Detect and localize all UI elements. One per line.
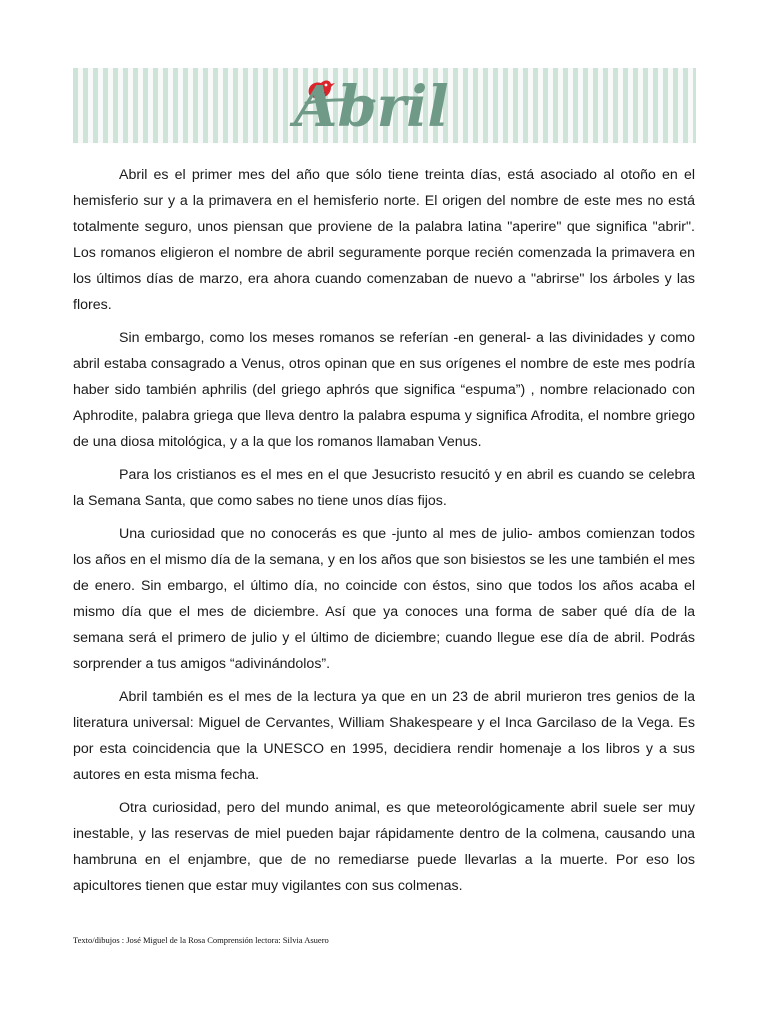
header-banner [73, 68, 696, 143]
paragraph: Para los cristianos es el mes en el que Jesucristo resucitó y en abril es cuando se celebra la Semana Santa, que como sabes no tiene unos días fijos. [73, 467, 695, 509]
paragraph: Una curiosidad que no conocerás es que -junto al mes de julio- ambos comienzan todos los años en el mismo día de la semana, y en los años que son bisiestos se les une también el mes de enero. Sin embargo, el último día, no coincide con éstos, sino que todos los años acaba el mismo día que el mes de diciembre. Así que ya conoces una forma de saber qué día de la semana será el primero de julio y el último de diciembre; cuando llegue ese día de abril. Podrás sorprender a tus amigos “adivinándolos”. [73, 526, 695, 672]
paragraph: Otra curiosidad, pero del mundo animal, es que meteorológicamente abril suele ser muy inestable, y las reservas de miel pueden bajar rápidamente dentro de la colmena, causando una hambruna en el enjambre, que de no remediarse puede llevarlas a la muerte. Por eso los apicultores tienen que estar muy vigilantes con sus colmenas. [73, 800, 695, 894]
paragraph: Sin embargo, como los meses romanos se referían -en general- a las divinidades y como abril estaba consagrado a Venus, otros opinan que en sus orígenes el nombre de este mes podría haber sido también aphrilis (del griego aphrós que significa “espuma”) , nombre relacionado con Aphrodite, palabra griega que lleva dentro la palabra espuma y significa Afrodita, el nombre griego de una diosa mitológica, y a la que los romanos llamaban Venus. [73, 330, 695, 450]
title-lettering [278, 68, 478, 143]
paragraph: Abril es el primer mes del año que sólo tiene treinta días, está asociado al otoño en el hemisferio sur y a la primavera en el hemisferio norte. El origen del nombre de este mes no está totalmente seguro, unos piensan que proviene de la palabra latina "aperire" que significa "abrir". Los romanos eligieron el nombre de abril seguramente porque recién comenzada la primavera en los últimos días de marzo, era ahora cuando comenzaban de nuevo a "abrirse" los árboles y las flores. [73, 167, 695, 313]
article-body [73, 162, 695, 906]
page-title: Abril [294, 74, 449, 140]
paragraph: Abril también es el mes de la lectura ya que en un 23 de abril murieron tres genios de la literatura universal: Miguel de Cervantes, William Shakespeare y el Inca Garcilaso de la Vega. Es por esta coincidencia que la UNESCO en 1995, decidiera rendir homenaje a los libros y a sus autores en esta misma fecha. [73, 689, 695, 783]
footer-credit: Texto/dibujos : José Miguel de la Rosa Comprensión lectora: Silvia Asuero [73, 935, 329, 945]
